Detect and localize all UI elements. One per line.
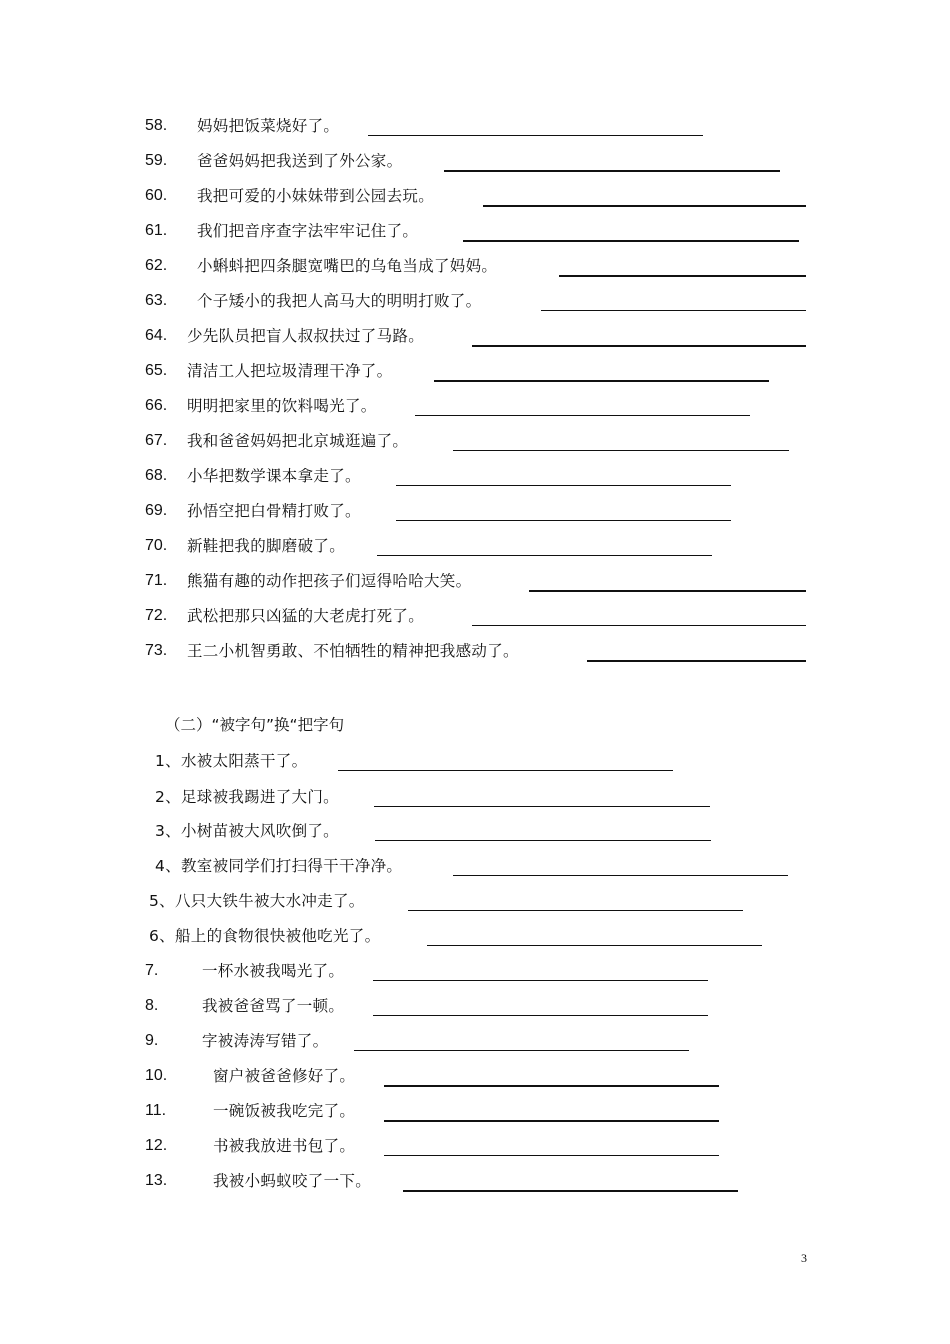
list-item	[145, 113, 339, 137]
list-item	[145, 638, 519, 662]
item-sentence: 一杯水被我喝光了。	[202, 962, 345, 980]
answer-blank[interactable]	[384, 1085, 719, 1087]
list-item	[145, 428, 408, 452]
item-sentence: 字被涛涛写错了。	[202, 1032, 329, 1050]
list-item	[149, 888, 365, 912]
item-number: 6、	[149, 927, 175, 945]
list-item	[145, 148, 402, 172]
item-number: 12.	[145, 1137, 168, 1154]
item-number: 71.	[145, 572, 168, 589]
answer-blank[interactable]	[396, 485, 731, 486]
item-number: 58.	[145, 117, 168, 134]
list-item	[145, 1133, 355, 1157]
item-sentence: 王二小机智勇敢、不怕牺牲的精神把我感动了。	[187, 642, 519, 660]
item-sentence: 我被爸爸骂了一顿。	[202, 997, 345, 1015]
item-number: 65.	[145, 362, 168, 379]
item-sentence: 八只大铁牛被大水冲走了。	[174, 892, 365, 910]
item-sentence: 孙悟空把白骨精打败了。	[187, 502, 361, 520]
list-item	[145, 1028, 328, 1052]
list-item	[149, 923, 380, 947]
item-sentence: 小树苗被大风吹倒了。	[180, 822, 339, 840]
item-sentence: 我把可爱的小妹妹带到公园去玩。	[197, 187, 435, 205]
list-item	[145, 393, 377, 417]
item-sentence: 熊猫有趣的动作把孩子们逗得哈哈大笑。	[187, 572, 472, 590]
item-number: 63.	[145, 292, 168, 309]
list-item	[145, 1063, 355, 1087]
list-item	[145, 498, 361, 522]
answer-blank[interactable]	[375, 840, 711, 841]
answer-blank[interactable]	[472, 345, 806, 347]
answer-blank[interactable]	[408, 910, 743, 911]
list-item	[145, 993, 344, 1017]
item-sentence: 书被我放进书包了。	[213, 1137, 356, 1155]
list-item	[145, 253, 497, 277]
list-item	[145, 603, 424, 627]
answer-blank[interactable]	[377, 555, 712, 556]
answer-blank[interactable]	[384, 1155, 719, 1156]
answer-blank[interactable]	[373, 1015, 708, 1016]
item-number: 73.	[145, 642, 168, 659]
item-sentence: 船上的食物很快被他吃光了。	[174, 927, 381, 945]
answer-blank[interactable]	[472, 625, 806, 626]
item-sentence: 清洁工人把垃圾清理干净了。	[187, 362, 393, 380]
item-sentence: 妈妈把饭菜烧好了。	[197, 117, 340, 135]
section-heading: （二）“被字句”换“把字句	[165, 716, 345, 734]
item-sentence: 窗户被爸爸修好了。	[213, 1067, 356, 1085]
list-item	[145, 288, 481, 312]
list-item	[145, 1098, 355, 1122]
item-number: 70.	[145, 537, 168, 554]
answer-blank[interactable]	[384, 1120, 719, 1122]
list-item	[145, 358, 392, 382]
item-sentence: 我被小蚂蚁咬了一下。	[213, 1172, 372, 1190]
answer-blank[interactable]	[434, 380, 769, 382]
answer-blank[interactable]	[587, 660, 806, 662]
item-sentence: 水被太阳蒸干了。	[180, 752, 308, 770]
item-sentence: 新鞋把我的脚磨破了。	[187, 537, 346, 555]
answer-blank[interactable]	[529, 590, 806, 592]
item-sentence: 小蝌蚪把四条腿宽嘴巴的乌龟当成了妈妈。	[197, 257, 498, 275]
item-sentence: 明明把家里的饮料喝光了。	[187, 397, 377, 415]
list-item	[145, 463, 361, 487]
item-number: 68.	[145, 467, 168, 484]
answer-blank[interactable]	[338, 770, 673, 771]
list-item	[145, 1168, 371, 1192]
item-number: 61.	[145, 222, 168, 239]
answer-blank[interactable]	[374, 806, 710, 807]
item-sentence: 一碗饭被我吃完了。	[213, 1102, 356, 1120]
answer-blank[interactable]	[453, 450, 789, 451]
item-number: 59.	[145, 152, 168, 169]
item-sentence: 武松把那只凶猛的大老虎打死了。	[187, 607, 425, 625]
answer-blank[interactable]	[483, 205, 806, 207]
answer-blank[interactable]	[453, 875, 788, 876]
list-item	[145, 323, 424, 347]
answer-blank[interactable]	[373, 980, 708, 981]
item-number: 5、	[149, 892, 175, 910]
list-item	[145, 568, 471, 592]
item-sentence: 爸爸妈妈把我送到了外公家。	[197, 152, 403, 170]
answer-blank[interactable]	[403, 1190, 738, 1192]
item-number: 72.	[145, 607, 168, 624]
item-sentence: 小华把数学课本拿走了。	[187, 467, 361, 485]
list-item	[145, 533, 345, 557]
answer-blank[interactable]	[368, 135, 703, 136]
item-number: 4、	[155, 857, 181, 875]
item-sentence: 个子矮小的我把人高马大的明明打败了。	[197, 292, 482, 310]
list-item	[155, 748, 307, 772]
answer-blank[interactable]	[427, 945, 762, 946]
list-item	[155, 853, 402, 877]
item-number: 67.	[145, 432, 168, 449]
item-number: 64.	[145, 327, 168, 344]
answer-blank[interactable]	[541, 310, 806, 311]
list-item	[155, 784, 339, 808]
item-number: 9.	[145, 1032, 159, 1049]
list-item	[155, 818, 339, 842]
item-number: 8.	[145, 997, 159, 1014]
item-sentence: 我和爸爸妈妈把北京城逛遍了。	[187, 432, 409, 450]
item-number: 66.	[145, 397, 168, 414]
list-item	[145, 958, 344, 982]
item-sentence: 足球被我踢进了大门。	[180, 788, 339, 806]
page-number: 3	[801, 1251, 807, 1265]
list-item	[145, 183, 434, 207]
item-sentence: 我们把音序查字法牢牢记住了。	[197, 222, 419, 240]
item-number: 10.	[145, 1067, 168, 1084]
answer-blank[interactable]	[415, 415, 750, 416]
item-number: 11.	[145, 1102, 167, 1119]
item-number: 69.	[145, 502, 168, 519]
item-number: 62.	[145, 257, 168, 274]
item-sentence: 教室被同学们打扫得干干净净。	[180, 857, 403, 875]
item-number: 60.	[145, 187, 168, 204]
item-number: 2、	[155, 788, 181, 806]
item-number: 1、	[155, 752, 181, 770]
answer-blank[interactable]	[396, 520, 731, 521]
answer-blank[interactable]	[354, 1050, 689, 1051]
item-sentence: 少先队员把盲人叔叔扶过了马路。	[187, 327, 425, 345]
answer-blank[interactable]	[559, 275, 806, 277]
list-item	[145, 218, 418, 242]
answer-blank[interactable]	[444, 170, 780, 172]
item-number: 7.	[145, 962, 159, 979]
answer-blank[interactable]	[463, 240, 799, 242]
item-number: 3、	[155, 822, 181, 840]
item-number: 13.	[145, 1172, 168, 1189]
